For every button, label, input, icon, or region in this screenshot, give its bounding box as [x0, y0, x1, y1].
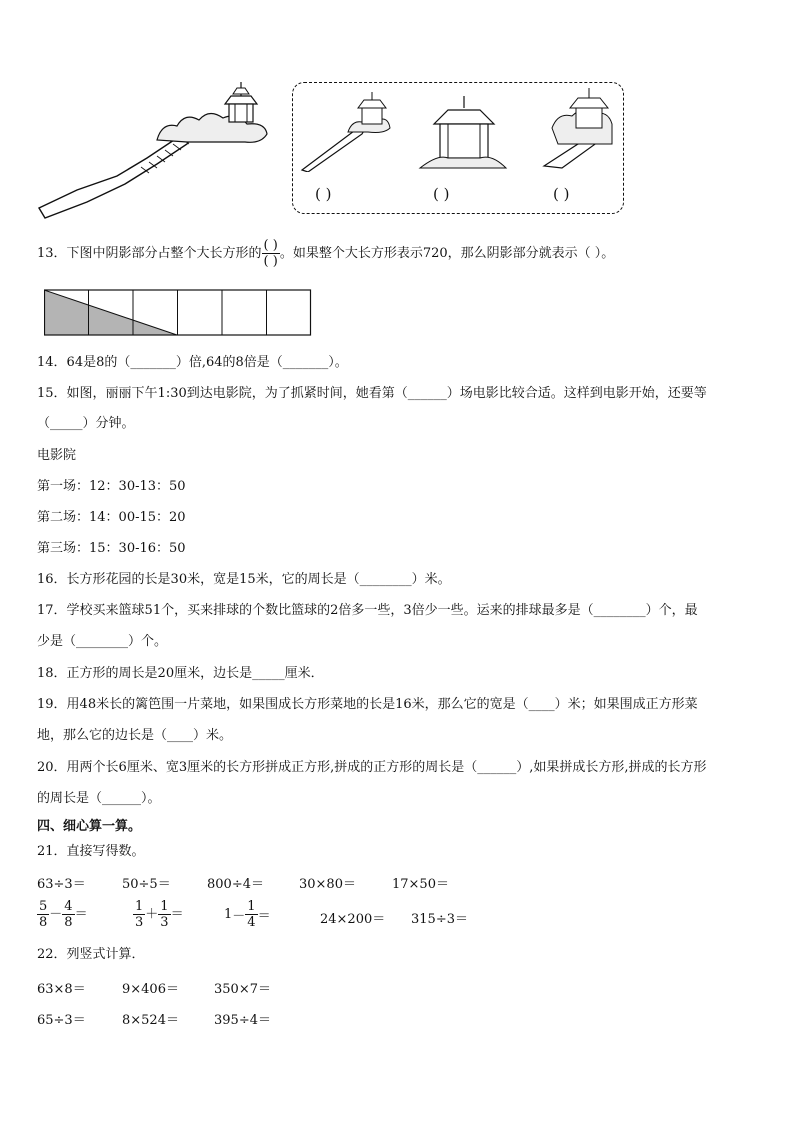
question-13 — [37, 238, 614, 269]
fraction — [245, 899, 257, 930]
numerator: 1 — [247, 899, 256, 914]
question-21-title: 21．直接写得数。 — [37, 844, 145, 859]
q13-rectangle-figure — [44, 289, 312, 337]
question-17-line1: 17．学校买来篮球51个，买来排球的个数比篮球的2倍多一些，3倍少一些。运来的排球最多是（________）个，最 — [37, 603, 698, 618]
q21-row2-item3 — [224, 899, 271, 930]
denominator: 8 — [64, 915, 73, 930]
q21-row1-item4: 30×80＝ — [299, 877, 356, 892]
numerator: 4 — [64, 899, 73, 914]
numerator: 1 — [160, 899, 169, 914]
denominator: 8 — [39, 915, 48, 930]
equals: ＝ — [74, 907, 88, 922]
choice-3-illustration — [538, 88, 618, 170]
session-2: 第二场：14：00-15：20 — [37, 510, 186, 525]
q21-row1-item2: 50÷5＝ — [122, 877, 171, 892]
fraction — [133, 899, 145, 930]
q21-row2-item2 — [133, 899, 184, 930]
question-15-line1: 15．如图，丽丽下午1:30到达电影院，为了抓紧时间，她看第（______）场电影比较合适。这样到电影开始，还要等 — [37, 386, 707, 401]
q13-text-before: 13．下图中阴影部分占整个大长方形的 — [37, 246, 262, 261]
q22-row1-item2: 9×406＝ — [122, 982, 179, 997]
equals: ＝ — [170, 907, 184, 922]
q21-row2-item4: 24×200＝ — [320, 912, 386, 927]
q21-row1-item1: 63÷3＝ — [37, 877, 86, 892]
whole-number: 1 — [224, 907, 233, 922]
choice-2-illustration — [418, 96, 508, 172]
question-19-line2: 地，那么它的边长是（____）米。 — [37, 728, 233, 743]
question-20-line2: 的周长是（______）。 — [37, 791, 161, 806]
question-20-line1: 20．用两个长6厘米、宽3厘米的长方形拼成正方形,拼成的正方形的周长是（______）,如果拼成长方形,拼成的长方形 — [37, 760, 707, 775]
denominator: 4 — [247, 915, 256, 930]
question-17-line2: 少是（________）个。 — [37, 634, 168, 649]
fraction — [62, 899, 74, 930]
q21-row1-item5: 17×50＝ — [392, 877, 449, 892]
q21-row1-item3: 800÷4＝ — [207, 877, 264, 892]
q22-row2-item1: 65÷3＝ — [37, 1013, 86, 1028]
cinema-title: 电影院 — [37, 448, 77, 463]
numerator: 5 — [39, 899, 48, 914]
denominator: 3 — [160, 915, 169, 930]
q22-row1-item1: 63×8＝ — [37, 982, 86, 997]
question-16: 16．长方形花园的长是30米，宽是15米，它的周长是（________）米。 — [37, 572, 451, 587]
operator: － — [232, 909, 246, 924]
q13-text-after: 。如果整个大长方形表示720，那么阴影部分就表示（ ）。 — [279, 246, 615, 261]
q13-denominator: ( ) — [263, 254, 278, 269]
operator: － — [49, 907, 63, 922]
q13-numerator: ( ) — [263, 238, 278, 253]
question-18: 18．正方形的周长是20厘米，边长是_____厘米． — [37, 666, 324, 681]
question-14: 14．64是8的（_______）倍,64的8倍是（_______）。 — [37, 355, 348, 370]
session-1: 第一场：12：30-13：50 — [37, 479, 186, 494]
numerator: 1 — [135, 899, 144, 914]
question-22-title: 22．列竖式计算． — [37, 947, 145, 962]
operator: ＋ — [145, 907, 159, 922]
denominator: 3 — [135, 915, 144, 930]
pavilion-stairs-illustration — [37, 78, 287, 220]
q21-row2-item5: 315÷3＝ — [411, 912, 468, 927]
q22-row2-item3: 395÷4＝ — [214, 1013, 271, 1028]
choice-3-answer[interactable]: ( ) — [553, 185, 570, 203]
equals: ＝ — [257, 909, 271, 924]
choice-1-answer[interactable]: ( ) — [315, 185, 332, 203]
choice-2-answer[interactable]: ( ) — [433, 185, 450, 203]
question-19-line1: 19．用48米长的篱笆围一片菜地，如果围成长方形菜地的长是16米，那么它的宽是（____）米；如果围成正方形菜 — [37, 697, 698, 712]
q22-row1-item3: 350×7＝ — [214, 982, 271, 997]
session-3: 第三场：15：30-16：50 — [37, 541, 186, 556]
section-4-heading: 四、细心算一算。 — [37, 819, 142, 834]
q13-fraction[interactable] — [262, 238, 280, 269]
fraction — [158, 899, 170, 930]
question-15-line2: （_____）分钟。 — [37, 416, 135, 431]
choice-1-illustration — [298, 92, 398, 172]
q22-row2-item2: 8×524＝ — [122, 1013, 179, 1028]
q21-row2-item1 — [37, 899, 88, 930]
fraction — [37, 899, 49, 930]
